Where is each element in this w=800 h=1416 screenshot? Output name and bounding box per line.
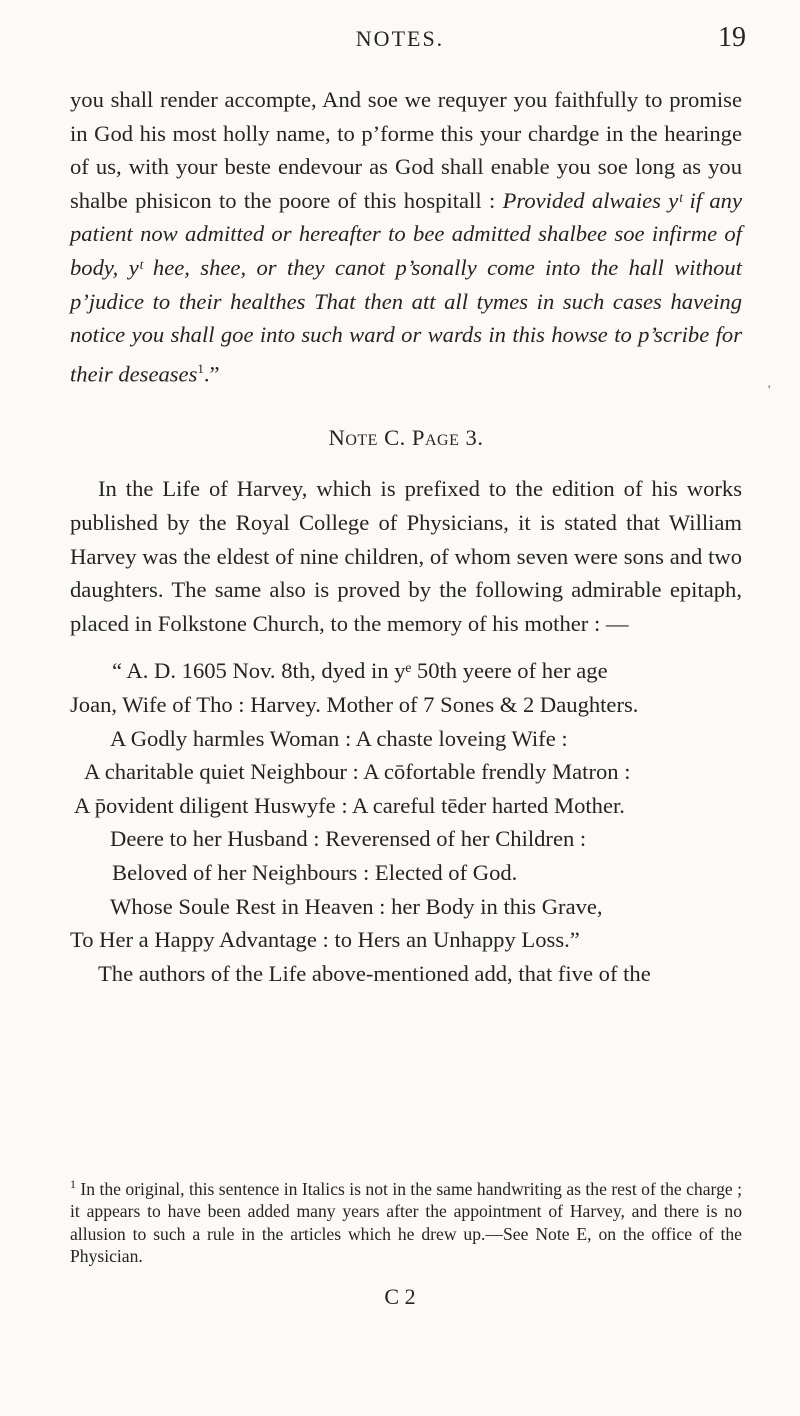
footnote-text: In the original, this sentence in Italics is not in the same handwriting as the rest of the charge ; it appears to have been added many years after the appointment of Harvey, and there is no allusion to such a rule in the articles which he drew up.—See Note E, on the office of the Physician. <box>70 1178 742 1267</box>
footnote <box>70 1173 742 1267</box>
main-text <box>70 83 742 990</box>
page-header <box>0 22 800 62</box>
epitaph <box>70 654 742 956</box>
paragraph-authors: The authors of the Life above-mentioned add, that five of the <box>98 960 651 986</box>
section-heading: Note C. Page 3. <box>328 424 484 450</box>
epitaph-line: To Her a Happy Advantage : to Hers an Unhappy Loss.” <box>70 927 580 953</box>
running-title: NOTES. <box>355 26 445 51</box>
page-number: 19 <box>718 22 746 53</box>
signature-mark: C 2 <box>384 1284 416 1309</box>
epitaph-line: A Godly harmles Woman : A chaste loveing Wife : <box>110 725 568 751</box>
quote-close: .” <box>203 361 220 387</box>
footnote-mark: 1 <box>70 1177 76 1191</box>
epitaph-line: A charitable quiet Neighbour : A cōfortable frendly Matron : <box>84 759 631 785</box>
epitaph-line: Beloved of her Neighbours : Elected of God. <box>112 860 518 885</box>
epitaph-line: Joan, Wife of Tho : Harvey. Mother of 7 Sones & 2 Daughters. <box>70 692 639 718</box>
epitaph-line: Whose Soule Rest in Heaven : her Body in this Grave, <box>110 893 603 919</box>
italic-proviso: Provided alwaies yᵗ if any patient now admitted or hereafter to bee admitted shalbee soe infirme of body, yᵗ hee, shee, or they canot p’sonally come into the hall without p’judice to their healthes That then att all tymes in such cases haveing notice you shall goe into such ward or wards in this howse to p’scribe for their deseases <box>70 187 742 387</box>
charge-text: you shall render accompte, And soe we requyer you faithfully to promise in God his most holly name, to p’forme this your chardge in the hearinge of us, with your beste endevour as God shall enable you soe long as you shalbe phisicon to the poore of this hospitall : <box>70 87 742 213</box>
paragraph-charge <box>70 83 742 391</box>
epitaph-line: “ A. D. 1605 Nov. 8th, dyed in yᵉ 50th yeere of her age <box>112 658 608 684</box>
paragraph-harvey-life: In the Life of Harvey, which is prefixed to the edition of his works published by the Royal College of Physicians, it is stated that William Harvey was the eldest of nine children, of whom seven were sons and two daughters. The same also is proved by the following admirable epitaph, placed in Folkstone Church, to the memory of his mother : — <box>70 476 742 636</box>
epitaph-line: Deere to her Husband : Reverensed of her Children : <box>110 826 587 852</box>
margin-mark: ' <box>768 382 771 397</box>
footnote-ref[interactable]: 1 <box>197 360 204 376</box>
epitaph-line: A p̄ovident diligent Huswyfe : A careful tēder harted Mother. <box>74 792 625 818</box>
